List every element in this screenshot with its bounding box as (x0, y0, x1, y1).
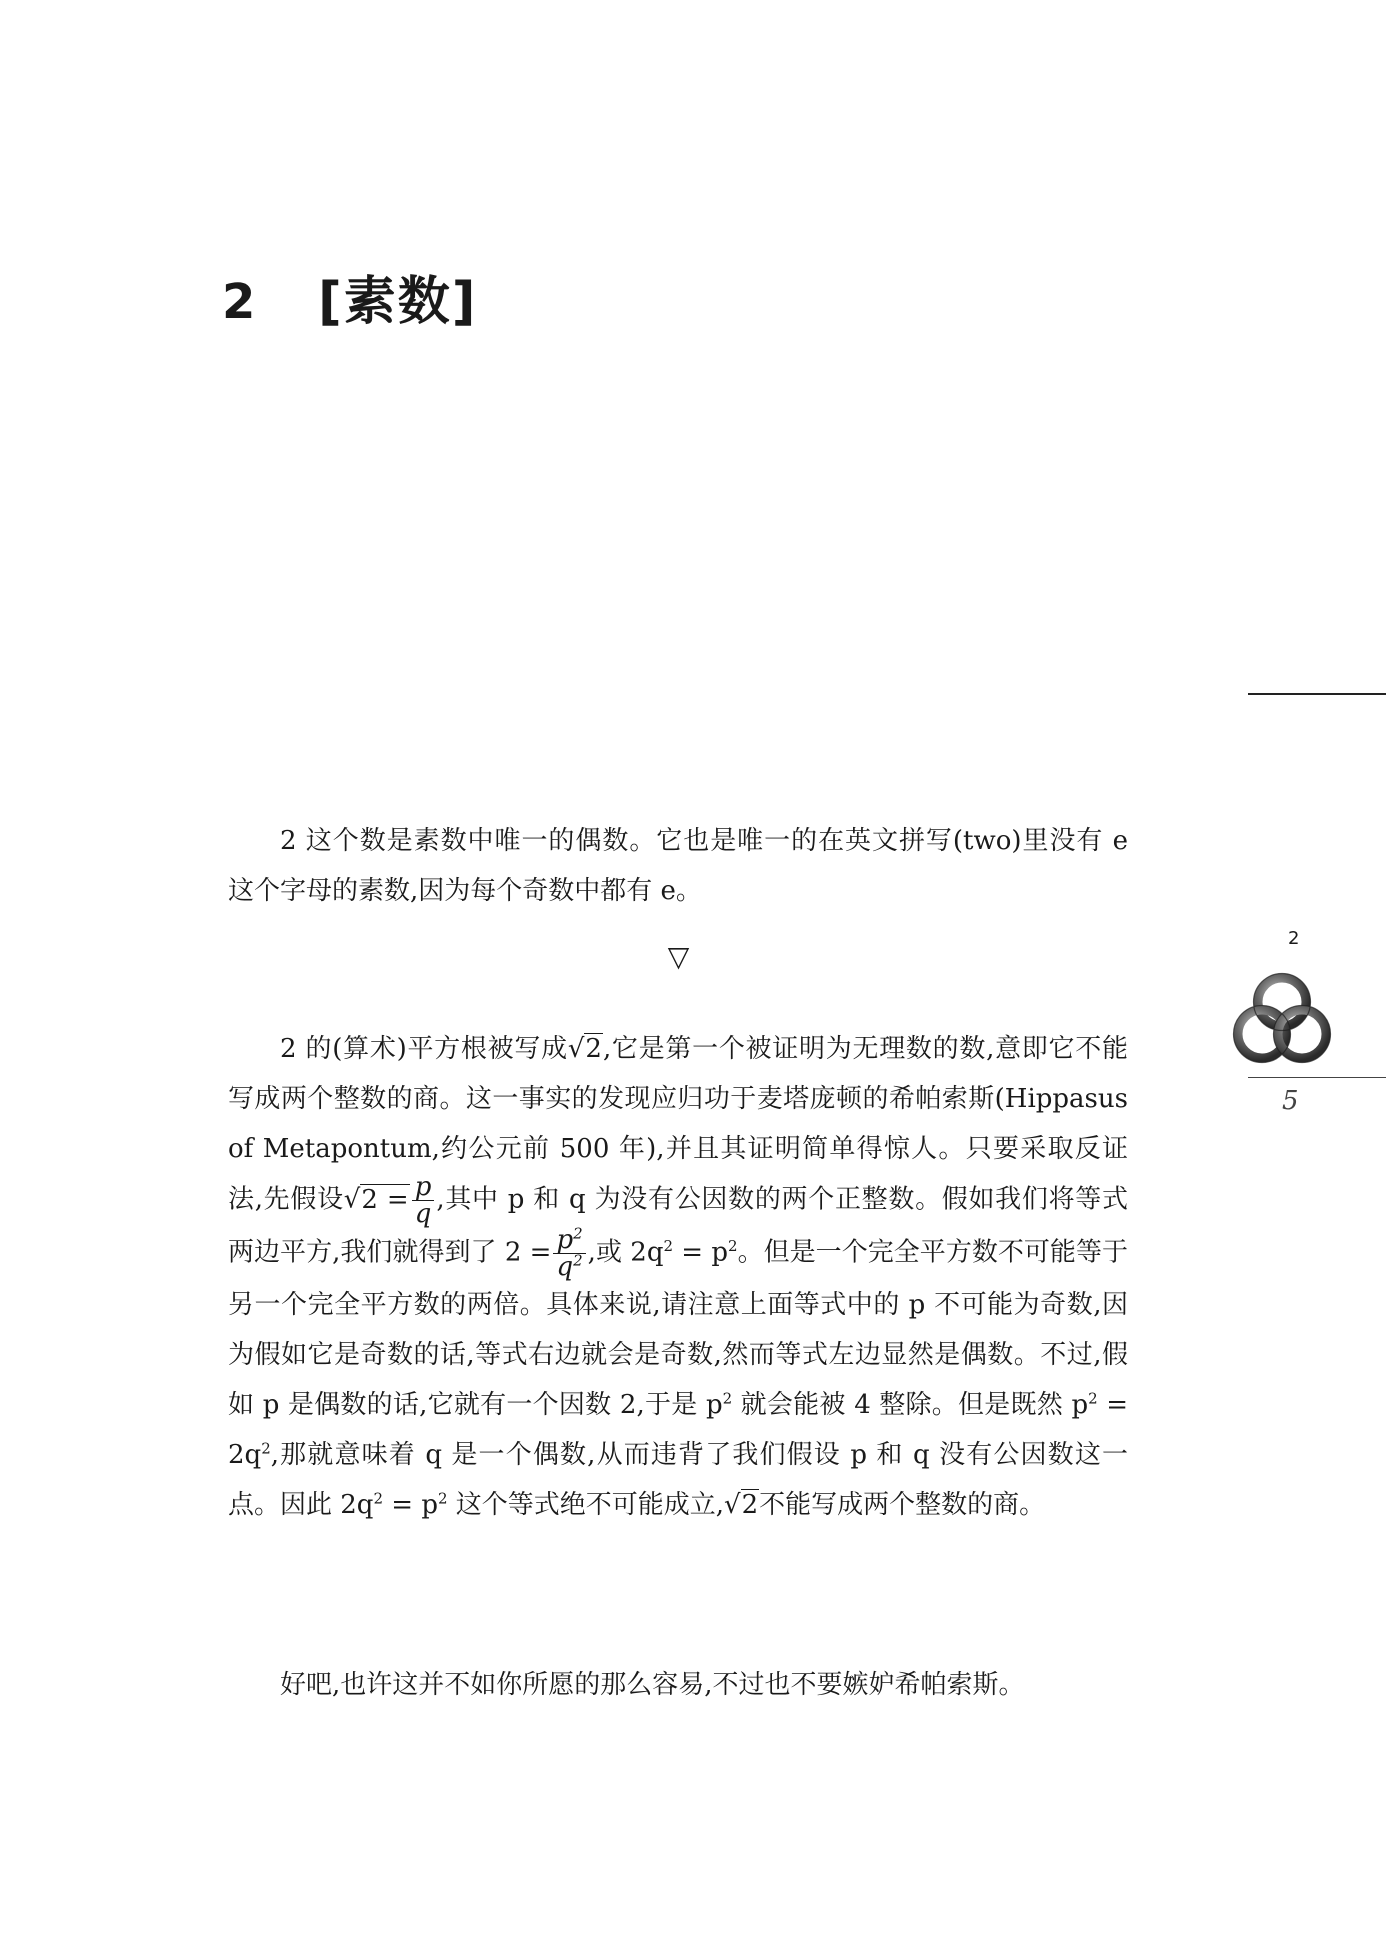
paragraph-2 (228, 1024, 1128, 1530)
section-divider-icon: ▽ (667, 940, 690, 973)
p2-text-4: ,或 2q (587, 1237, 664, 1268)
exponent: 2 (573, 1224, 583, 1243)
p2-text-7: 就会能被 4 整除。但是既然 p (732, 1390, 1089, 1420)
exponent: 2 (373, 1489, 383, 1508)
margin-chapter-number: 2 (1288, 928, 1300, 949)
fraction-denominator: q (556, 1252, 574, 1282)
p2-text-1: 2 的(算术)平方根被写成 (280, 1034, 568, 1064)
paragraph-1 (228, 816, 1128, 916)
exponent: 2 (261, 1439, 271, 1458)
p2-text-9: ,那就意味着 q 是一个偶数,从而违背了我们假设 p 和 q 没有公因数这一点。因此 2q (228, 1440, 1128, 1520)
paragraph-3 (228, 1660, 1128, 1710)
sqrt-sign: √ (567, 1034, 585, 1064)
sqrt-argument: 2 (741, 1490, 759, 1520)
chapter-number: 2 (222, 274, 256, 330)
chapter-title: [素数] (318, 272, 478, 332)
trefoil-knot-icon (1226, 968, 1338, 1068)
p2-text-12: 不能写成两个整数的商。 (759, 1490, 1046, 1520)
exponent: 2 (663, 1236, 674, 1255)
paragraph-1-text: 2 这个数是素数中唯一的偶数。它也是唯一的在英文拼写(two)里没有 e 这个字母的素数,因为每个奇数中都有 e。 (228, 826, 1128, 906)
p2-text-3: ,其中 p 和 q 为没有公因数的两个正整数。假如我们将等式两边平方,我们就得到了 2 = (228, 1184, 1129, 1268)
p2-text-8: = 2q (228, 1390, 1128, 1470)
p2-text-11: 这个等式绝不可能成立, (447, 1490, 725, 1520)
fraction-denominator: q (414, 1199, 432, 1229)
exponent: 2 (1088, 1389, 1098, 1408)
fraction-numerator: p (412, 1174, 435, 1201)
margin-rule-top (1248, 693, 1386, 695)
p2-text-10: = p (383, 1490, 438, 1520)
sqrt-argument: 2 (585, 1034, 602, 1064)
p2-text-2: ,它是第一个被证明为无理数的数,意即它不能写成两个整数的商。这一事实的发现应归功于麦塔庞顿的希帕索斯(Hippasus of Metapontum,约公元前 500 年),并且其证明简单得惊人。只要采取反证法,先假设 (228, 1034, 1128, 1215)
exponent: 2 (437, 1489, 448, 1508)
fraction-p-over-q (412, 1174, 435, 1227)
exponent: 2 (728, 1236, 738, 1255)
exponent: 2 (573, 1251, 583, 1270)
page-number: 5 (1282, 1086, 1299, 1116)
paragraph-3-text: 好吧,也许这并不如你所愿的那么容易,不过也不要嫉妒希帕索斯。 (280, 1670, 1025, 1700)
eq1-rhs: 2 = (361, 1184, 409, 1215)
sqrt-sign: √ (343, 1184, 361, 1215)
fraction-p2-over-q2 (553, 1224, 585, 1282)
sqrt-sign: √ (724, 1490, 741, 1520)
exponent: 2 (722, 1389, 733, 1408)
p2-text-6: 。但是一个完全平方数不可能等于另一个完全平方数的两倍。具体来说,请注意上面等式中的 p 不可能为奇数,因为假如它是奇数的话,等式右边就会是奇数,然而等式左边显然是偶数。不过,假如 p 是偶数的话,它就有一个因数 2,于是 p (228, 1237, 1128, 1420)
margin-rule-bottom (1248, 1077, 1386, 1078)
p2-text-5: = p (673, 1237, 729, 1268)
fraction-numerator: p (556, 1225, 574, 1255)
